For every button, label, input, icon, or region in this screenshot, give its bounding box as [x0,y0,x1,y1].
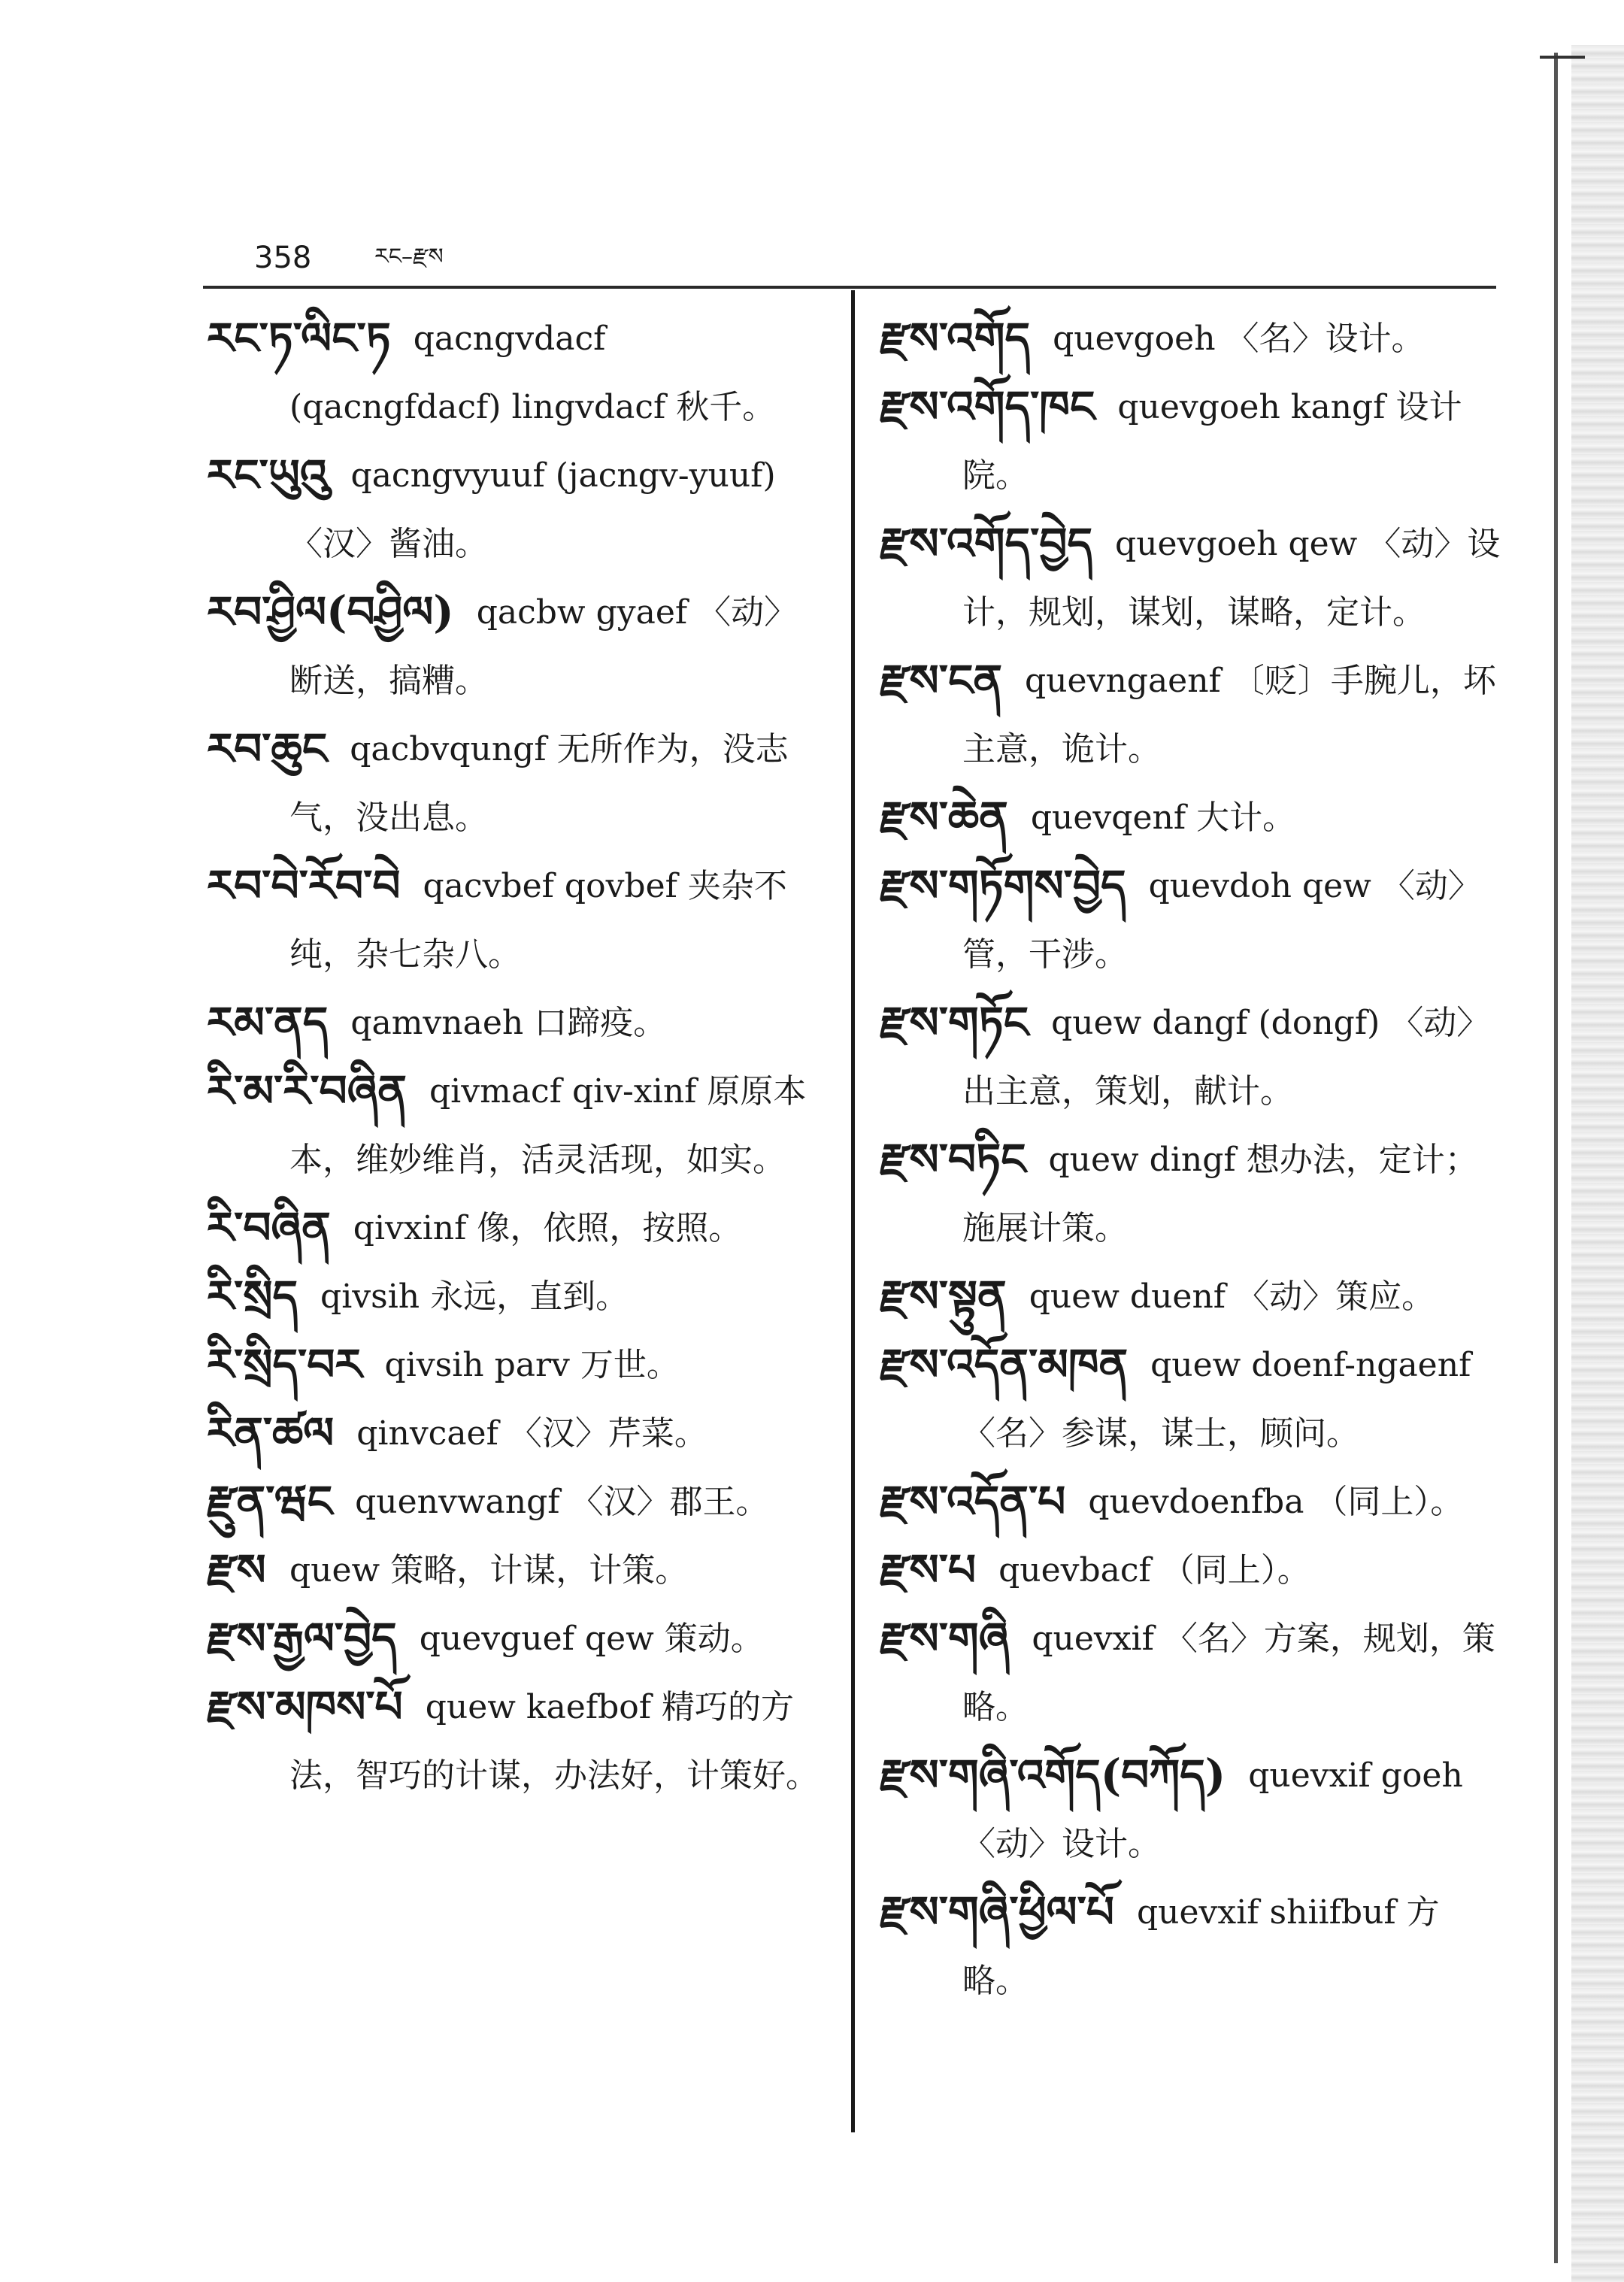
entry-definition: qivsih 永远，直到。 [320,1277,629,1316]
page-edge-top [1540,56,1585,59]
entry-definition: qivsih parv 万世。 [384,1346,680,1384]
dictionary-entry [207,1468,827,1536]
dictionary-entry [880,1331,1504,1468]
dictionary-entry [880,783,1504,852]
dictionary-entry [880,647,1504,783]
entry-definition: quevxif shiifbuf 方略。 [962,1893,1440,2000]
entry-headword: རྫུན་ཝང [207,1476,333,1527]
page-number: 358 [254,241,312,275]
entry-definition: qacvbef qovbef 夹杂不纯，杂七杂八。 [289,867,787,974]
page-edge-line [1554,53,1558,2263]
entry-headword: རི་སྲིད [207,1271,298,1322]
dictionary-entry [207,852,827,989]
entry-headword: རྫས་འགོད [880,313,1031,364]
entry-definition: quew kaefbof 精巧的方法，智巧的计谋，办法好，计策好。 [289,1688,819,1795]
dictionary-entry [207,1331,827,1399]
entry-headword: རྫས་གཞི་འགོད(བཀོད) [880,1750,1226,1801]
entry-headword: རྫས་པ [880,1544,977,1596]
entry-definition: quevgoeh kangf 设计院。 [962,388,1462,495]
entry-headword: རྫས་གཞི [880,1613,1010,1664]
running-head: རང–རྫས [374,244,444,270]
entry-headword: རྫས་མཁས་པོ [207,1681,403,1732]
dictionary-entry [207,1673,827,1810]
dictionary-entry [880,1878,1504,2015]
dictionary-entry [207,1057,827,1194]
entry-headword: རྫས་སྟུན [880,1271,1007,1322]
entry-definition: quevqenf 大计。 [1030,799,1296,837]
dictionary-entry [880,1262,1504,1331]
entry-headword: རྫས་གཞི་ཕྱིལ་པོ [880,1887,1114,1938]
entry-headword: རྫས་གཏོགས་བྱེད [880,860,1126,911]
entry-headword: རང་ཡུའུ [207,450,329,501]
dictionary-entry [207,1605,827,1673]
entry-definition: quevbacf （同上）。 [998,1551,1310,1590]
entry-definition: quew duenf 〈动〉策应。 [1029,1277,1435,1316]
dictionary-entry [880,373,1504,510]
entry-definition: quevdoenfba （同上）。 [1088,1483,1464,1521]
entry-definition: quew dangf (dongf) 〈动〉出主意，策划，献计。 [962,1004,1490,1111]
entry-definition: quevguef qew 策动。 [419,1620,764,1658]
dictionary-entry [207,1194,827,1262]
dictionary-entry [207,1262,827,1331]
entry-definition: quew 策略，计谋，计策。 [289,1551,689,1590]
entry-headword: རྫས [207,1544,266,1596]
dictionary-entry [207,1536,827,1605]
entry-definition: quevdoh qew 〈动〉管，干涉。 [962,867,1481,974]
entry-definition: qinvcaef 〈汉〉芹菜。 [356,1414,707,1453]
entry-definition: quenvwangf 〈汉〉郡王。 [355,1483,769,1521]
dictionary-entry [207,1399,827,1468]
entry-headword: རྫས་ངན [880,655,1003,706]
entry-definition: qivmacf qiv-xinf 原原本本，维妙维肖，活灵活现，如实。 [289,1072,807,1179]
dictionary-entry [880,1126,1504,1262]
entry-headword: རྫས་འགོད་ཁང [880,381,1095,432]
page-edge-shadow [1571,45,1624,2282]
dictionary-entry [880,1741,1504,1878]
entry-headword: རི་བཞིན [207,1202,331,1253]
entry-definition: qacngvdacf (qacngfdacf) lingvdacf 秋千。 [289,320,776,426]
entry-headword: རྫས་བཏིང [880,1134,1026,1185]
entry-definition: qacbw gyaef 〈动〉断送，搞糟。 [289,593,798,700]
entry-definition: quew dingf 想办法，定计；施展计策。 [962,1141,1478,1247]
entry-headword: རྫས་གཏོང [880,997,1029,1048]
column-divider [851,290,855,2132]
dictionary-entry [880,989,1504,1126]
right-column [880,305,1504,2015]
entry-definition: quevgoeh qew 〈动〉设计，规划，谋划，谋略，定计。 [962,525,1501,632]
entry-definition: qivxinf 像，依照，按照。 [353,1209,742,1247]
entry-headword: རང་ཏ་ལིང་ཏ [207,313,391,364]
entry-headword: རྫས་འགོད་བྱེད [880,518,1093,569]
entry-definition: qamvnaeh 口蹄疫。 [350,1004,667,1042]
dictionary-entry [880,305,1504,373]
entry-definition: quevxif 〈名〉方案，规划，策略。 [962,1620,1495,1726]
dictionary-entry [880,1468,1504,1536]
entry-definition: qacbvqungf 无所作为，没志气，没出息。 [289,730,789,837]
entry-definition: quevgoeh 〈名〉设计。 [1053,320,1425,358]
dictionary-entry [207,305,827,441]
entry-definition: quew doenf-ngaenf 〈名〉参谋，谋士，顾问。 [962,1346,1471,1453]
entry-definition: quevngaenf 〔贬〕手腕儿，坏主意，诡计。 [962,662,1496,768]
dictionary-entry [207,578,827,715]
dictionary-entry [880,1536,1504,1605]
entry-headword: རྫས་ཆེན [880,792,1008,843]
entry-headword: རབ་ཤྱིལ(བཤྱིལ) [207,586,454,638]
dictionary-entry [207,715,827,852]
entry-headword: རྫས་རྒྱལ་བྱེད [207,1613,397,1664]
entry-headword: རྫས་འདོན་མཁན [880,1339,1129,1390]
entry-headword: རིན་ཚལ [207,1408,335,1459]
entry-headword: རམ་ནད [207,997,329,1048]
top-rule [203,286,1496,289]
entry-definition: qacngvyuuf (jacngv-yuuf) 〈汉〉酱油。 [289,456,776,563]
dictionary-entry [880,510,1504,647]
entry-headword: རབ་ཆུང [207,723,328,774]
entry-definition: quevxif goeh 〈动〉设计。 [962,1756,1463,1863]
entry-headword: རི་སྲིད་བར [207,1339,362,1390]
entry-headword: རྫས་འདོན་པ [880,1476,1066,1527]
dictionary-entry [880,1605,1504,1741]
entry-headword: རི་མ་རི་བཞིན [207,1065,407,1117]
entry-headword: རབ་བེ་རོབ་བེ [207,860,401,911]
left-column [207,305,827,1810]
dictionary-entry [880,852,1504,989]
dictionary-entry [207,989,827,1057]
dictionary-entry [207,441,827,578]
